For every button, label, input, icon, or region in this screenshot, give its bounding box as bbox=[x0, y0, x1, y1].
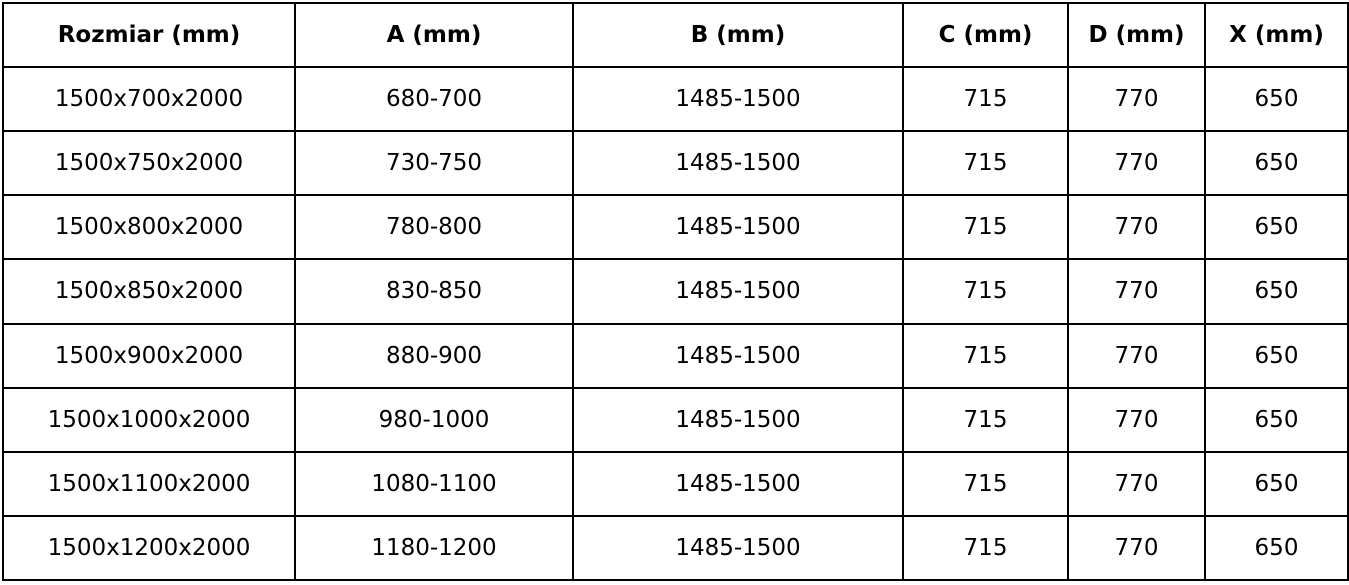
cell-c: 715 bbox=[903, 67, 1068, 131]
cell-rozmiar: 1500x1100x2000 bbox=[3, 452, 295, 516]
table-row bbox=[3, 67, 1348, 131]
column-header-b: B (mm) bbox=[573, 3, 903, 67]
cell-rozmiar: 1500x1200x2000 bbox=[3, 516, 295, 580]
cell-d: 770 bbox=[1068, 131, 1205, 195]
cell-x: 650 bbox=[1205, 324, 1348, 388]
cell-a: 730-750 bbox=[295, 131, 573, 195]
cell-b: 1485-1500 bbox=[573, 388, 903, 452]
table-header-row bbox=[3, 3, 1348, 67]
table-row bbox=[3, 388, 1348, 452]
cell-c: 715 bbox=[903, 324, 1068, 388]
cell-a: 680-700 bbox=[295, 67, 573, 131]
column-header-c: C (mm) bbox=[903, 3, 1068, 67]
table-row bbox=[3, 131, 1348, 195]
cell-b: 1485-1500 bbox=[573, 324, 903, 388]
cell-d: 770 bbox=[1068, 452, 1205, 516]
cell-b: 1485-1500 bbox=[573, 195, 903, 259]
cell-x: 650 bbox=[1205, 67, 1348, 131]
cell-rozmiar: 1500x850x2000 bbox=[3, 259, 295, 323]
cell-d: 770 bbox=[1068, 516, 1205, 580]
cell-a: 1180-1200 bbox=[295, 516, 573, 580]
cell-x: 650 bbox=[1205, 452, 1348, 516]
cell-x: 650 bbox=[1205, 259, 1348, 323]
cell-x: 650 bbox=[1205, 516, 1348, 580]
cell-b: 1485-1500 bbox=[573, 516, 903, 580]
cell-b: 1485-1500 bbox=[573, 452, 903, 516]
cell-x: 650 bbox=[1205, 195, 1348, 259]
cell-rozmiar: 1500x700x2000 bbox=[3, 67, 295, 131]
cell-rozmiar: 1500x900x2000 bbox=[3, 324, 295, 388]
size-table-container bbox=[0, 2, 1349, 585]
table-body bbox=[3, 67, 1348, 580]
cell-d: 770 bbox=[1068, 195, 1205, 259]
table-row bbox=[3, 324, 1348, 388]
cell-c: 715 bbox=[903, 388, 1068, 452]
cell-a: 980-1000 bbox=[295, 388, 573, 452]
cell-c: 715 bbox=[903, 516, 1068, 580]
cell-rozmiar: 1500x750x2000 bbox=[3, 131, 295, 195]
cell-b: 1485-1500 bbox=[573, 67, 903, 131]
cell-a: 830-850 bbox=[295, 259, 573, 323]
table-row bbox=[3, 195, 1348, 259]
cell-c: 715 bbox=[903, 195, 1068, 259]
table-row bbox=[3, 452, 1348, 516]
cell-a: 780-800 bbox=[295, 195, 573, 259]
cell-rozmiar: 1500x1000x2000 bbox=[3, 388, 295, 452]
table-row bbox=[3, 516, 1348, 580]
cell-d: 770 bbox=[1068, 259, 1205, 323]
table-row bbox=[3, 259, 1348, 323]
cell-a: 880-900 bbox=[295, 324, 573, 388]
cell-c: 715 bbox=[903, 259, 1068, 323]
column-header-a: A (mm) bbox=[295, 3, 573, 67]
cell-d: 770 bbox=[1068, 324, 1205, 388]
cell-x: 650 bbox=[1205, 131, 1348, 195]
cell-d: 770 bbox=[1068, 388, 1205, 452]
cell-d: 770 bbox=[1068, 67, 1205, 131]
cell-b: 1485-1500 bbox=[573, 259, 903, 323]
dimensions-table bbox=[2, 2, 1349, 581]
cell-c: 715 bbox=[903, 131, 1068, 195]
column-header-d: D (mm) bbox=[1068, 3, 1205, 67]
cell-rozmiar: 1500x800x2000 bbox=[3, 195, 295, 259]
cell-x: 650 bbox=[1205, 388, 1348, 452]
cell-b: 1485-1500 bbox=[573, 131, 903, 195]
column-header-x: X (mm) bbox=[1205, 3, 1348, 67]
cell-a: 1080-1100 bbox=[295, 452, 573, 516]
column-header-rozmiar: Rozmiar (mm) bbox=[3, 3, 295, 67]
table-header bbox=[3, 3, 1348, 67]
cell-c: 715 bbox=[903, 452, 1068, 516]
